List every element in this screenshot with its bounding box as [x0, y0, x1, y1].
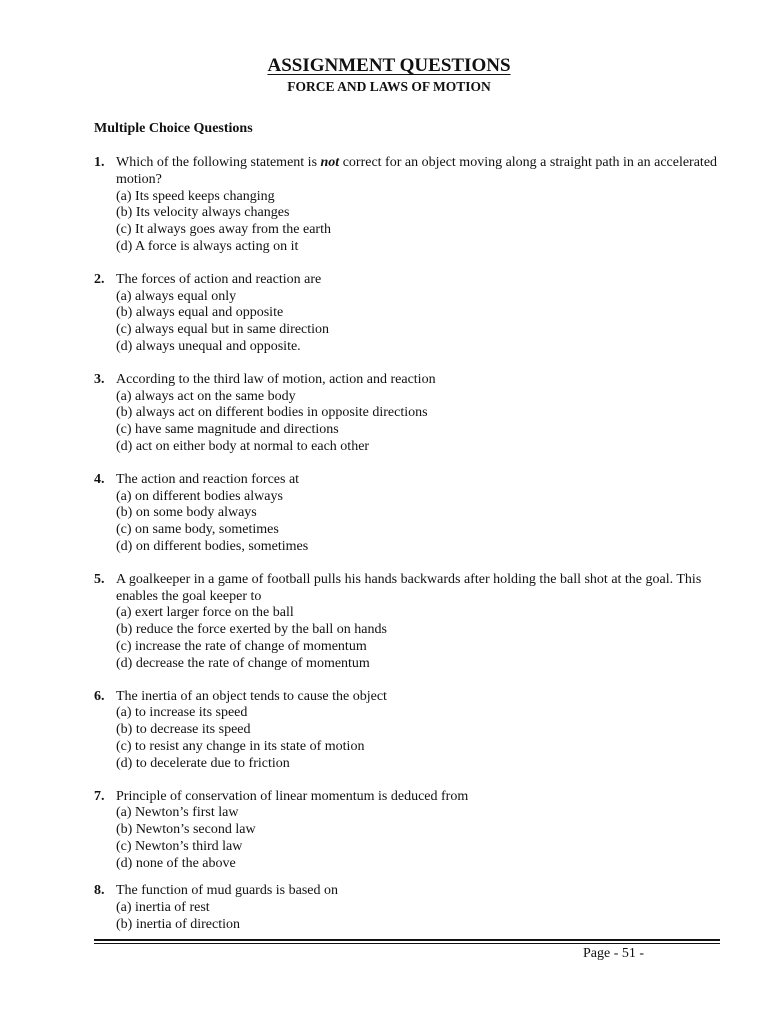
question-8: [94, 883, 724, 933]
option-b: (b) Its velocity always changes: [116, 205, 290, 221]
question-2: [94, 272, 724, 356]
question-text: Principle of conservation of linear momentum is deduced from: [116, 788, 469, 804]
question-text-part: Which of the following statement is: [116, 155, 321, 170]
footer-divider: [94, 939, 720, 944]
option-b: (b) on some body always: [116, 505, 257, 521]
option-d: (d) act on either body at normal to each other: [116, 438, 370, 454]
question-text: The forces of action and reaction are: [116, 271, 322, 287]
question-6: [94, 689, 724, 773]
option-b: (b) always equal and opposite: [116, 305, 284, 321]
option-c: (c) to resist any change in its state of motion: [116, 738, 365, 754]
question-text: According to the third law of motion, action and reaction: [116, 371, 436, 387]
page-subtitle: FORCE AND LAWS OF MOTION: [287, 79, 491, 94]
question-text: [116, 155, 724, 189]
option-a: (a) to increase its speed: [116, 705, 248, 721]
option-a: (a) always act on the same body: [116, 388, 296, 404]
emphasis-text: not: [320, 155, 340, 170]
option-b: (b) Newton’s second law: [116, 822, 256, 838]
option-d: (d) none of the above: [116, 855, 236, 871]
question-number: 2.: [94, 271, 105, 287]
question-5: [94, 572, 724, 673]
question-number: 4.: [94, 471, 105, 487]
question-number: 6.: [94, 688, 105, 704]
question-number: 8.: [94, 883, 105, 899]
option-c: (c) It always goes away from the earth: [116, 222, 331, 238]
question-text: A goalkeeper in a game of football pulls his hands backwards after holding the ball shot at the goal. This enables the goal keeper to: [116, 571, 702, 604]
question-list: [94, 155, 724, 934]
option-b: (b) to decrease its speed: [116, 722, 251, 738]
question-1: [94, 155, 724, 256]
question-number: 7.: [94, 788, 105, 804]
question-text: The action and reaction forces at: [116, 471, 300, 487]
question-number: 3.: [94, 371, 105, 387]
option-d: (d) to decelerate due to friction: [116, 755, 290, 771]
question-text: The function of mud guards is based on: [116, 883, 339, 899]
option-d: (d) always unequal and opposite.: [116, 338, 301, 354]
option-a: (a) on different bodies always: [116, 488, 283, 504]
option-a: (a) exert larger force on the ball: [116, 605, 294, 621]
question-number: 1.: [94, 155, 105, 170]
option-a: (a) Its speed keeps changing: [116, 188, 275, 204]
option-c: (c) always equal but in same direction: [116, 322, 330, 338]
page-title: ASSIGNMENT QUESTIONS: [267, 55, 511, 76]
option-c: (c) have same magnitude and directions: [116, 422, 339, 438]
option-a: (a) always equal only: [116, 288, 237, 304]
option-a: (a) inertia of rest: [116, 900, 210, 916]
option-d: (d) on different bodies, sometimes: [116, 538, 309, 554]
option-c: (c) increase the rate of change of momentum: [116, 638, 367, 654]
question-number: 5.: [94, 571, 105, 587]
option-d: (d) A force is always acting on it: [116, 238, 299, 254]
page-number: Page - 51 -: [583, 946, 645, 961]
option-b: (b) reduce the force exerted by the ball on hands: [116, 622, 387, 638]
section-heading: Multiple Choice Questions: [94, 121, 253, 136]
question-text: The inertia of an object tends to cause the object: [116, 688, 387, 704]
option-b: (b) always act on different bodies in opposite directions: [116, 405, 428, 421]
option-a: (a) Newton’s first law: [116, 805, 239, 821]
option-d: (d) decrease the rate of change of momentum: [116, 655, 370, 671]
option-c: (c) on same body, sometimes: [116, 522, 279, 538]
question-3: [94, 372, 724, 456]
question-4: [94, 472, 724, 556]
question-7: [94, 789, 724, 873]
option-b: (b) inertia of direction: [116, 917, 241, 933]
option-c: (c) Newton’s third law: [116, 838, 243, 854]
question-text-part: correct for an object moving along a straight path in an accelerated motion?: [116, 155, 718, 187]
